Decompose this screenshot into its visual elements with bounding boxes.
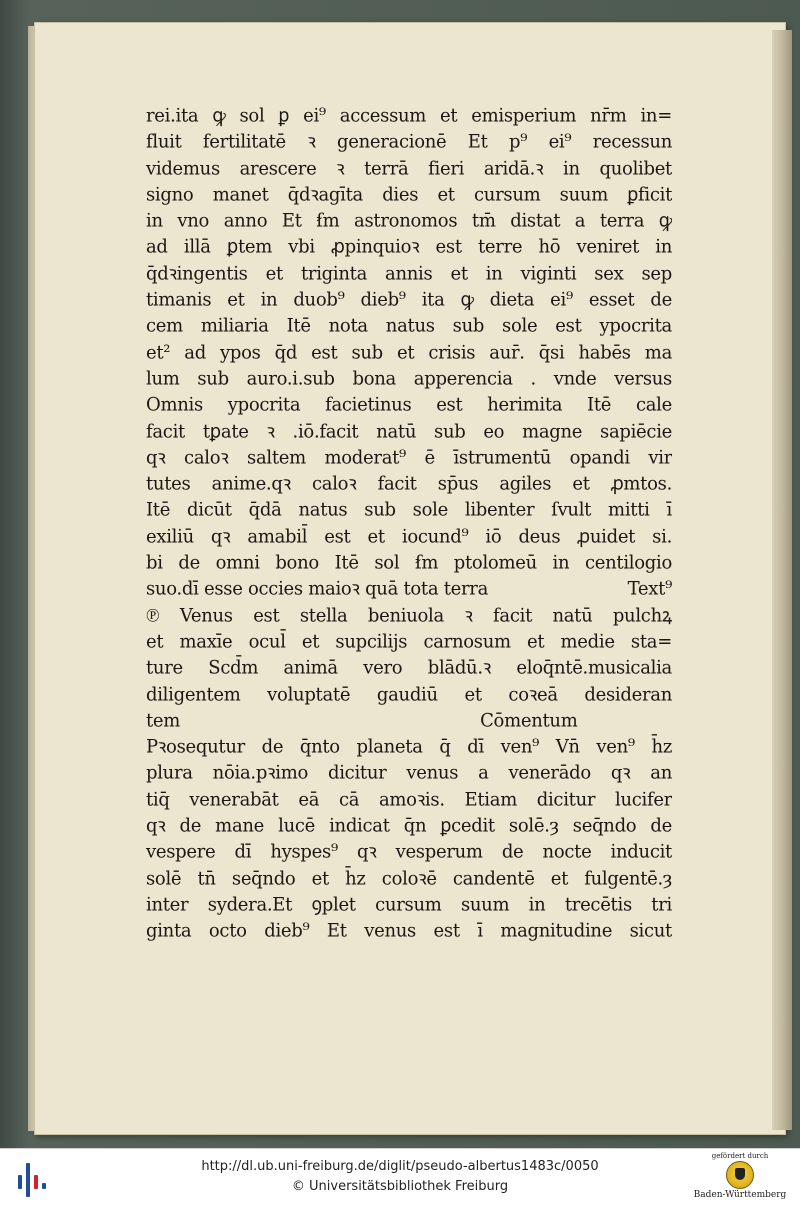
sponsor-caption: gefördert durch bbox=[711, 1152, 769, 1160]
text-line: rei.ita ꝙ sol ꝑ ei⁹ accessum et emisperium nr̄m in= bbox=[146, 104, 672, 127]
text-line: ad illā ꝑtem vbi ꝓpinquioꝛ est terre hō veniret in bbox=[146, 235, 672, 259]
text-line: q̄dꝛingentis et triginta annis et in viginti sex sep bbox=[146, 262, 672, 285]
text-line: signo manet q̄dꝛagīta dies et cursum suum ꝑficit bbox=[146, 183, 672, 206]
text-line: vespere dī hyspes⁹ qꝛ vesperum de nocte inducit bbox=[146, 840, 672, 863]
text-line: qꝛ caloꝛ saltem moderat⁹ ē īstrumentū opandi vir bbox=[146, 446, 672, 469]
footer-bar bbox=[0, 1148, 800, 1205]
text-line: exiliū qꝛ amabil̄ est et iocund⁹ iō deus ꝓuidet si. bbox=[146, 525, 672, 548]
section-heading-commentum: Cōmentum bbox=[480, 709, 578, 732]
text-line: et maxīe ocul̄ et supcilijs carnosum et medie sta= bbox=[146, 630, 672, 653]
text-line: tutes anime.qꝛ caloꝛ facit sp̄us agiles et ꝓmtos. bbox=[146, 472, 672, 495]
permalink-url[interactable]: http://dl.ub.uni-freiburg.de/diglit/pseudo-albertus1483c/0050 bbox=[201, 1159, 599, 1174]
page-text-block bbox=[146, 103, 672, 945]
text-line: Pꝛosequtur de q̄nto planeta q̄ dī ven⁹ Vn̄ ven⁹ h̄z bbox=[146, 735, 672, 758]
text-line: solē tn̄ seq̄ndo et h̄z coloꝛē candentē et fulgentē.ȝ bbox=[146, 866, 672, 890]
text-line: videmus arescere ꝛ terrā fieri aridā.ꝛ in quolibet bbox=[146, 156, 672, 180]
text-line: diligentem voluptatē gaudiū et coꝛeā desideran bbox=[146, 682, 672, 706]
text-line: tiq̄ venerabāt eā cā amoꝛis. Etiam dicitur lucifer bbox=[146, 788, 672, 811]
text-line bbox=[146, 576, 672, 604]
text-line bbox=[146, 707, 672, 735]
text-line: et² ad ypos q̄d est sub et crisis aur̄. q̄si habēs ma bbox=[146, 341, 672, 364]
sponsor-name: Baden-Württemberg bbox=[693, 1190, 787, 1200]
text-line: qꝛ de mane lucē indicat q̄n ꝑcedit solē.ȝ seq̄ndo de bbox=[146, 814, 672, 837]
text-line: ture Scd̄m animā vero blādū.ꝛ eloq̄ntē.musicalia bbox=[146, 656, 672, 679]
sponsor-logo bbox=[690, 1152, 790, 1204]
copyright-text: © Universitätsbibliothek Freiburg bbox=[291, 1179, 509, 1194]
text-line: inter sydera.Et ꝯplet cursum suum in trecētis tri bbox=[146, 893, 672, 916]
text-line: in vno anno Et ẜm astronomos tm̄ distat a terra ꝙ bbox=[146, 209, 672, 232]
text-line: bi de omni bono Itē sol ẜm ptolomeū in centilogio bbox=[146, 551, 672, 574]
text-line: Omnis ypocrita facietinus est herimita Itē cale bbox=[146, 393, 672, 416]
text-line-segment: suo.dī esse occies maioꝛ quā tota terra bbox=[146, 577, 489, 600]
coat-of-arms-icon bbox=[726, 1161, 754, 1189]
text-line-segment: tem bbox=[146, 709, 181, 732]
text-line: cem miliaria Itē nota natus sub sole est ypocrita bbox=[146, 314, 672, 337]
text-line: facit tꝑate ꝛ .iō.facit natū sub eo magne sapiēcie bbox=[146, 419, 672, 443]
page-edge-right bbox=[772, 30, 792, 1130]
text-line: timanis et in duob⁹ dieb⁹ ita ꝙ dieta ei⁹ esset de bbox=[146, 288, 672, 311]
text-line: plura nōia.pꝛimo dicitur venus a venerādo qꝛ an bbox=[146, 761, 672, 785]
text-line: ginta octo dieb⁹ Et venus est ī magnitudine sicut bbox=[146, 919, 672, 942]
section-label-text: Text⁹ bbox=[627, 577, 672, 600]
text-line: ℗ Venus est stella beniuola ꝛ facit natū pulchꝝ bbox=[146, 603, 672, 627]
text-line: Itē dicūt q̄dā natus sub sole libenter ſvult mitti ī bbox=[146, 498, 672, 522]
text-line: lum sub auro.i.sub bona apperencia . vnde versus bbox=[146, 367, 672, 390]
text-line: fluit fertilitatē ꝛ generacionē Et p⁹ ei⁹ recessun bbox=[146, 130, 672, 153]
